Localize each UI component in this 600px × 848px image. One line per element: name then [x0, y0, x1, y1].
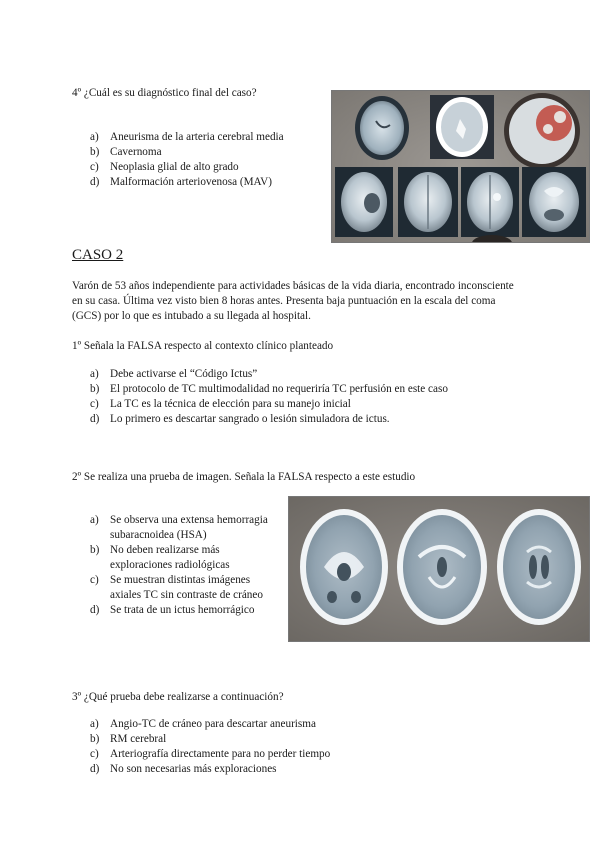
option-d[interactable]: d) Malformación arteriovenosa (MAV)	[90, 176, 272, 188]
question-3-options	[90, 717, 530, 777]
option-a[interactable]: a) Angio-TC de cráneo para descartar aneurisma	[90, 718, 316, 730]
option-c[interactable]: c) Neoplasia glial de alto grado	[90, 161, 239, 173]
case-2-intro: Varón de 53 años independiente para actividades básicas de la vida diaria, encontrado inconsciente en su casa. Última vez visto bien 8 horas antes. Presenta baja puntuación en la escala del coma (GCS) por lo que es intubado a su llegada al hospital.	[72, 280, 514, 322]
option-b[interactable]: b) Cavernoma	[90, 146, 162, 158]
option-a[interactable]: a) Debe activarse el “Código Ictus”	[90, 368, 258, 380]
option-c[interactable]: c) Arteriografía directamente para no perder tiempo	[90, 748, 331, 760]
ct-images-illustration	[289, 497, 589, 641]
option-c[interactable]: c) La TC es la técnica de elección para su manejo inicial	[90, 398, 351, 410]
option-d[interactable]: d) Se trata de un ictus hemorrágico	[90, 604, 255, 616]
mri-images-illustration	[332, 91, 589, 242]
option-b[interactable]: b) RM cerebral	[90, 733, 167, 745]
question-2-title: 2º Se realiza una prueba de imagen. Señala la FALSA respecto a este estudio	[72, 471, 416, 483]
option-d[interactable]: d) Lo primero es descartar sangrado o lesión simuladora de ictus.	[90, 413, 390, 425]
question-4-options	[90, 130, 320, 190]
option-b[interactable]: b) No deben realizarse más exploraciones radiológicas	[90, 544, 230, 571]
question-3-title: 3º ¿Qué prueba debe realizarse a continuación?	[72, 691, 284, 703]
mri-images-photo	[331, 90, 590, 243]
question-1-options	[90, 367, 530, 427]
question-4-title: 4º ¿Cuál es su diagnóstico final del caso?	[72, 87, 257, 99]
option-d[interactable]: d) No son necesarias más exploraciones	[90, 763, 277, 775]
question-2-options	[90, 513, 278, 618]
option-a[interactable]: a) Aneurisma de la arteria cerebral media	[90, 131, 284, 143]
ct-images-photo	[288, 496, 590, 642]
question-1-title: 1º Señala la FALSA respecto al contexto clínico planteado	[72, 340, 334, 352]
case-2-title: CASO 2	[72, 247, 124, 263]
option-a[interactable]: a) Se observa una extensa hemorragia subaracnoidea (HSA)	[90, 514, 268, 541]
option-b[interactable]: b) El protocolo de TC multimodalidad no requeriría TC perfusión en este caso	[90, 383, 448, 395]
option-c[interactable]: c) Se muestran distintas imágenes axiales TC sin contraste de cráneo	[90, 574, 263, 601]
